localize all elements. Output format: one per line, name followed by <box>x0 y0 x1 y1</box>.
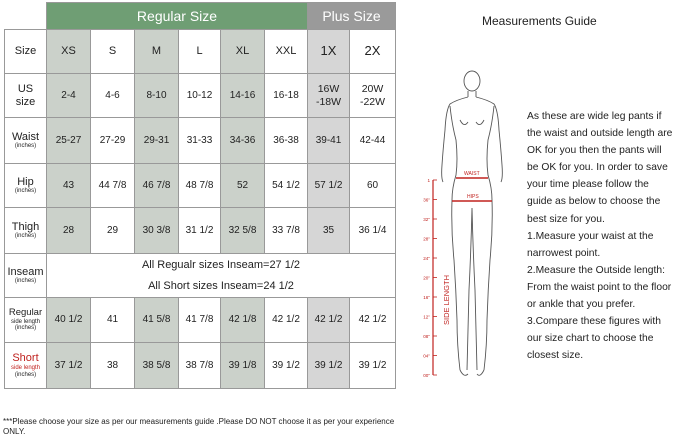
us-size-cell: 10-12 <box>179 74 221 118</box>
short-length-cell: 38 5/8 <box>135 343 179 389</box>
plus-size-header: Plus Size <box>308 3 396 30</box>
corner-cell <box>5 3 47 30</box>
regular-length-cell: 42 1/2 <box>350 298 396 343</box>
short-length-cell: 39 1/2 <box>308 343 350 389</box>
guide-step-2: 2.Measure the Outside length: From the waist point to the floor or ankle that you prefer. <box>527 264 672 311</box>
waist-cell: 34-36 <box>221 118 265 164</box>
row-label-short: Short side length (inches) <box>5 343 47 389</box>
body-outline <box>442 71 503 375</box>
waist-label: WAIST <box>464 171 480 177</box>
us-size-row <box>5 74 396 118</box>
us-size-cell: 4-6 <box>91 74 135 118</box>
waist-cell: 42-44 <box>350 118 396 164</box>
regular-size-header: Regular Size <box>47 3 308 30</box>
guide-intro: As these are wide leg pants if the waist and outside length are OK for you then the pants will be OK for you. In order to save your time please follow the guide as below to choose the best size for you. <box>527 111 673 225</box>
guide-step-1: 1.Measure your waist at the narrowest point. <box>527 230 654 259</box>
ruler-tick-label: 04" <box>423 353 430 359</box>
hip-row <box>5 164 396 208</box>
ruler-tick-label: 1 <box>427 177 430 183</box>
body-figure-illustration <box>412 70 512 392</box>
short-length-cell: 38 7/8 <box>179 343 221 389</box>
waist-cell: 25-27 <box>47 118 91 164</box>
thigh-cell: 29 <box>91 208 135 254</box>
short-length-row <box>5 343 396 389</box>
size-cell: L <box>179 30 221 74</box>
ruler-tick-label: 20" <box>423 275 430 281</box>
guide-instructions <box>527 108 675 364</box>
regular-length-cell: 42 1/2 <box>308 298 350 343</box>
size-row <box>5 30 396 74</box>
hip-cell: 54 1/2 <box>265 164 308 208</box>
thigh-cell: 33 7/8 <box>265 208 308 254</box>
row-label-us-size: US size <box>5 74 47 118</box>
ruler-tick-label: 12" <box>423 314 430 320</box>
inseam-short: All Short sizes Inseam=24 1/2 <box>148 279 294 292</box>
ruler-tick-label: 32" <box>423 216 430 222</box>
thigh-cell: 28 <box>47 208 91 254</box>
row-label-regular: Regular side length (inches) <box>5 298 47 343</box>
short-length-cell: 39 1/2 <box>350 343 396 389</box>
short-length-cell: 37 1/2 <box>47 343 91 389</box>
us-size-cell: 14-16 <box>221 74 265 118</box>
ruler-tick-label: 24" <box>423 255 430 261</box>
inseam-regular: All Regualr sizes Inseam=27 1/2 <box>141 258 301 271</box>
thigh-cell: 36 1/4 <box>350 208 396 254</box>
side-length-label: SIDE LENGTH <box>442 274 451 325</box>
thigh-cell: 32 5/8 <box>221 208 265 254</box>
size-cell: 1X <box>308 30 350 74</box>
waist-cell: 29-31 <box>135 118 179 164</box>
short-length-cell: 39 1/8 <box>221 343 265 389</box>
waist-row <box>5 118 396 164</box>
ruler-tick-label: 28" <box>423 236 430 242</box>
us-size-cell: 2-4 <box>47 74 91 118</box>
us-size-cell: 16-18 <box>265 74 308 118</box>
size-cell: 2X <box>350 30 396 74</box>
regular-length-row <box>5 298 396 343</box>
size-cell: XL <box>221 30 265 74</box>
thigh-cell: 30 3/8 <box>135 208 179 254</box>
regular-length-cell: 41 5/8 <box>135 298 179 343</box>
waist-cell: 36-38 <box>265 118 308 164</box>
size-chart-table <box>4 2 396 389</box>
guide-step-3: 3.Compare these figures with our size chart to choose the closest size. <box>527 316 661 362</box>
size-cell: S <box>91 30 135 74</box>
ruler-ticks <box>423 178 437 378</box>
thigh-cell: 35 <box>308 208 350 254</box>
hip-cell: 43 <box>47 164 91 208</box>
ruler-tick-label: 08" <box>423 333 430 339</box>
footnote: ***Please choose your size as per our measurements guide .Please DO NOT choose it as per your experience ONLY. <box>3 417 395 436</box>
waist-cell: 39-41 <box>308 118 350 164</box>
hip-cell: 57 1/2 <box>308 164 350 208</box>
size-cell: M <box>135 30 179 74</box>
regular-length-cell: 41 7/8 <box>179 298 221 343</box>
regular-length-cell: 41 <box>91 298 135 343</box>
regular-length-cell: 42 1/8 <box>221 298 265 343</box>
waist-cell: 31-33 <box>179 118 221 164</box>
hip-cell: 44 7/8 <box>91 164 135 208</box>
regular-length-cell: 40 1/2 <box>47 298 91 343</box>
us-size-cell: 8-10 <box>135 74 179 118</box>
hips-label: HIPS <box>467 194 479 200</box>
row-label-inseam: Inseam (inches) <box>5 254 47 298</box>
row-label-size: Size <box>5 30 47 74</box>
regular-length-cell: 42 1/2 <box>265 298 308 343</box>
row-label-thigh: Thigh (inches) <box>5 208 47 254</box>
inseam-row <box>5 254 396 298</box>
ruler-tick-label: 00" <box>423 372 430 378</box>
hip-cell: 46 7/8 <box>135 164 179 208</box>
hip-cell: 48 7/8 <box>179 164 221 208</box>
hip-cell: 60 <box>350 164 396 208</box>
thigh-cell: 31 1/2 <box>179 208 221 254</box>
row-label-waist: Waist (inches) <box>5 118 47 164</box>
us-size-cell: 16W -18W <box>308 74 350 118</box>
us-size-cell: 20W -22W <box>350 74 396 118</box>
short-length-cell: 38 <box>91 343 135 389</box>
ruler-tick-label: 36" <box>423 197 430 203</box>
guide-title: Measurements Guide <box>482 14 597 28</box>
inseam-note <box>47 254 396 298</box>
hip-cell: 52 <box>221 164 265 208</box>
thigh-row <box>5 208 396 254</box>
row-label-hip: Hip (inches) <box>5 164 47 208</box>
ruler-tick-label: 16" <box>423 294 430 300</box>
short-length-cell: 39 1/2 <box>265 343 308 389</box>
waist-cell: 27-29 <box>91 118 135 164</box>
size-cell: XS <box>47 30 91 74</box>
size-cell: XXL <box>265 30 308 74</box>
